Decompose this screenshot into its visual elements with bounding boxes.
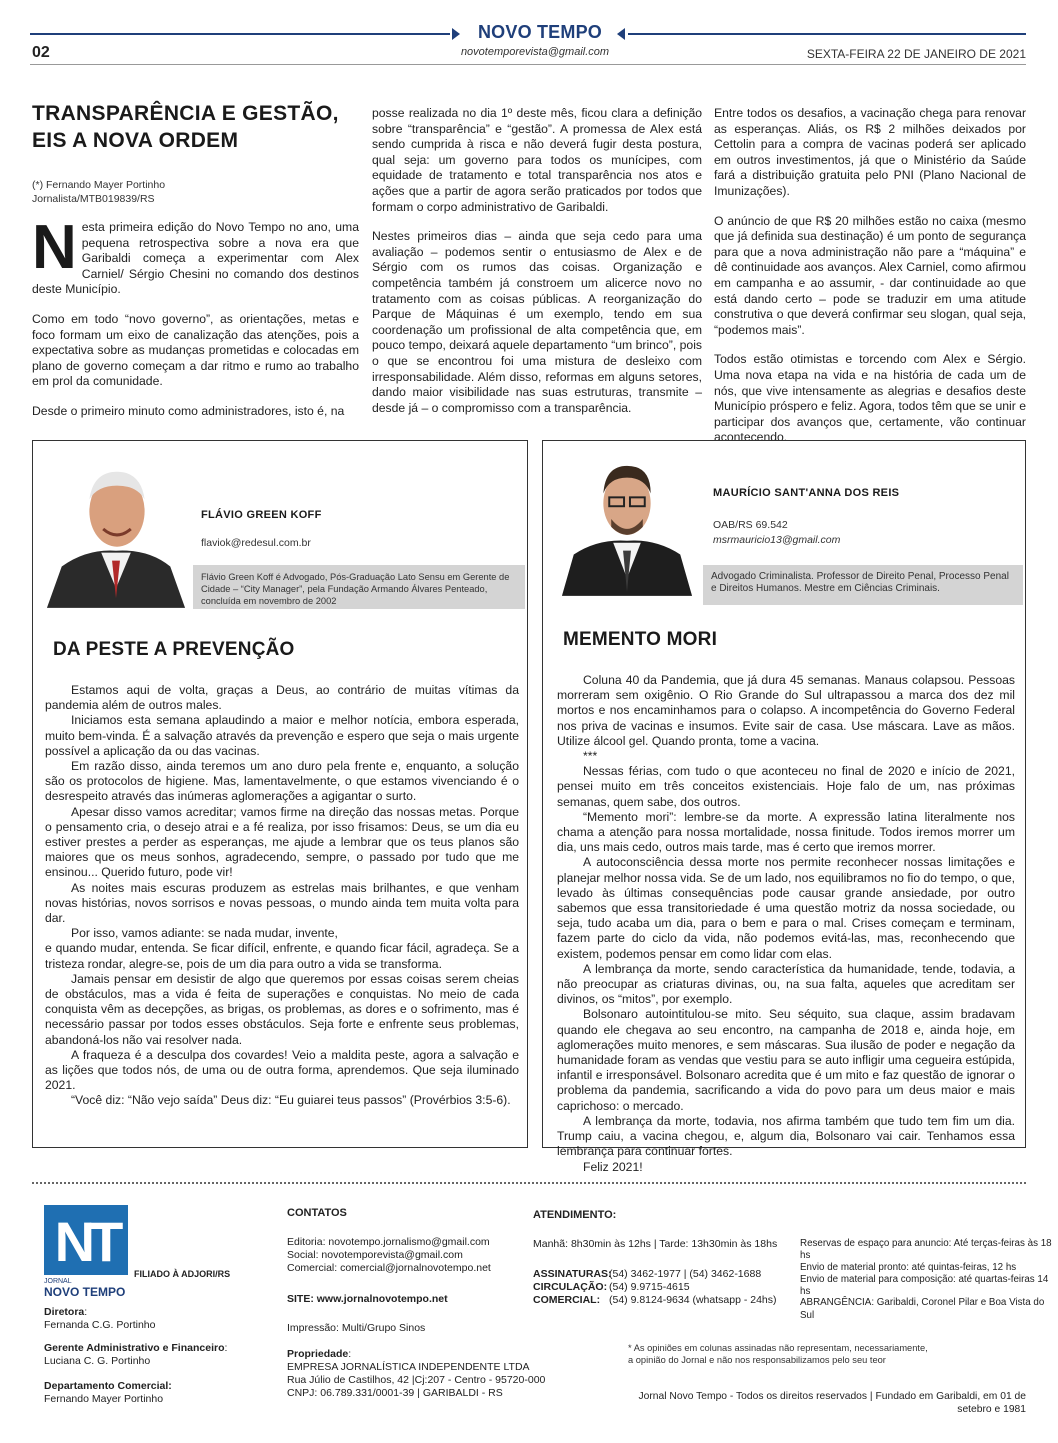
empresa-name: EMPRESA JORNALÍSTICA INDEPENDENTE LTDA	[287, 1361, 530, 1373]
column-paragraph: Apesar disso vamos acreditar; vamos firme na direção das nossas metas. Porque o pensamento cria, o desejo atrai e a fé realiza, por isso frisamos: Deus, se um dia eu estiver prestes a perder as esperanças, me ajude a lembrar que os teus planos são maiores que os meus sonhos, agradecendo, sempre, o passado por tudo que me ensinou... Querido futuro, pode vir!	[45, 804, 519, 880]
comercial-label: Departamento Comercial:	[44, 1380, 172, 1392]
comercial2-phone: (54) 9.8124-9634 (whatsapp - 24hs)	[609, 1294, 777, 1306]
author-name: FLÁVIO GREEN KOFF	[201, 509, 322, 521]
logo-small-text: JORNAL	[44, 1278, 72, 1285]
empresa-address: Rua Júlio de Castilhos, 42 |Cj:207 - Centro - 95720-000	[287, 1374, 546, 1386]
column-paragraph: A autoconsciência dessa morte nos permite reconhecer nossas limitações e planejar melhor nossa vida. Se de um lado, nos equilibramos no fio do tempo, o que, levado às últimas consequências pode causar grande ansiedade, por outro sabemos que essa transitoriedade é uma questão motriz da nossa sociedade, ou seja, tudo acaba um dia, para o bem e para o mal. Crises começam e terminam, fazem parte do ciclo da vida, não podemos evitá-las, mas, reconhecendo que existem, podemos pensar em como lidar com elas.	[557, 855, 1015, 961]
gerente-label: Gerente Administrativo e Financeiro	[44, 1342, 225, 1354]
disclaimer-line-1: * As opiniões em colunas assinadas não representam, necessariamente,	[628, 1343, 928, 1353]
propriedade-block: Propriedade: EMPRESA JORNALÍSTICA INDEPENDENTE LTDA Rua Júlio de Castilhos, 42 |Cj:207 - Centro - 95720-000 CNPJ: 06.789.331/0001-39 | GARIBALDI - RS	[287, 1348, 546, 1399]
byline-credential: Jornalista/MTB019839/RS	[32, 193, 155, 205]
column-box-left	[32, 440, 528, 1148]
header-rule-right	[628, 33, 1026, 35]
article-column-2	[372, 106, 702, 430]
prazos-block	[800, 1238, 1058, 1298]
reservas-deadline: Reservas de espaço para anuncio: Até terças-feiras às 18 hs	[800, 1238, 1052, 1261]
propriedade-label: Propriedade	[287, 1348, 349, 1360]
masthead-brand: NOVO TEMPO	[477, 22, 602, 42]
header-arrow-left	[452, 28, 460, 40]
site-link[interactable]: SITE: www.jornalnovotempo.net	[287, 1293, 448, 1305]
header-arrow-right	[617, 28, 625, 40]
footer-divider	[32, 1182, 1026, 1184]
column-paragraph: A lembrança da morte, todavia, nos afirma também que tudo tem fim um dia. Trump caiu, a vacina chegou, e, algum dia, Bolsonaro vai cair. Tenhamos essa lembrança para continuar fortes.	[557, 1113, 1015, 1159]
gerente-block: Gerente Administrativo e Financeiro: Luciana C. G. Portinho	[44, 1342, 228, 1367]
column-paragraph: A lembrança da morte, sendo característica da humanidade, tende, todavia, a não preocupar as criaturas divinas, ou, na sua falta, aqueles que acreditam ser divinos, os “mitos”, por exemplo.	[557, 961, 1015, 1007]
column-paragraph: e quando mudar, entenda. Se ficar difícil, enfrente, e quando ficar fácil, agradeça. Se a tristeza rondar, alegre-se, pois de um dia para outro a vida se transforma.	[45, 941, 519, 971]
comercial2-label: COMERCIAL:	[533, 1294, 601, 1306]
circulacao-phone: (54) 9.9715-4615	[609, 1281, 690, 1293]
author-email[interactable]: msrmauricio13@gmail.com	[713, 534, 841, 546]
article-byline	[32, 178, 352, 206]
column-paragraph: Jamais pensar em desistir de algo que queremos por essas coisas serem cheias de obstáculos, mas a vida é feita de superações e conquistas. No meio de cada conquista vêm as decepções, as brigas, os problemas, as dores e o sofrimento, mas é necessário passar por todos esses obstáculos. Seja forte e enfrente seus problemas, abandoná-los não vai resolver nada.	[45, 971, 519, 1047]
diretora-name: Fernanda C.G. Portinho	[44, 1319, 156, 1331]
rights-notice: Jornal Novo Tempo - Todos os direitos reservados | Fundado em Garibaldi, em 01 de setebro e 1981	[638, 1391, 1026, 1415]
logo-monogram: NT	[54, 1210, 118, 1273]
issue-date: SEXTA-FEIRA 22 DE JANEIRO DE 2021	[806, 47, 1026, 61]
article-column-1	[32, 213, 359, 434]
atendimento-title: ATENDIMENTO:	[533, 1209, 617, 1221]
assinaturas-label: ASSINATURAS:	[533, 1268, 612, 1280]
author-oab: OAB/RS 69.542	[713, 519, 788, 531]
column-title: DA PESTE A PREVENÇÃO	[53, 639, 295, 660]
column-paragraph: “Memento mori”: lembre-se da morte. A expressão latina literalmente nos chama a atenção para nossa mortalidade, nossa finitude. Todos iremos morrer um dia, uns mais cedo, outros mais tarde, mas é certo que iremos morrer.	[557, 809, 1015, 855]
phones-block	[533, 1268, 777, 1307]
article-paragraph: Como em todo “novo governo”, as orientações, metas e foco formam um eixo de canalização das atenções, pois a expectativa sobre as mudanças prometidas e colocadas em plano de governo começam a dar ritmo e rumo ao trabalho em prol da comunidade.	[32, 311, 359, 389]
column-paragraph: Nessas férias, com tudo o que aconteceu no final de 2020 e início de 2021, pensei muito em três conceitos existenciais. Hoje falo de um, nas próximas semanas, quem sabe, dos outros.	[557, 764, 1015, 809]
diretora-block: Diretora: Fernanda C.G. Portinho	[44, 1306, 156, 1331]
disclaimer-line-2: a opinião do Jornal e não nos responsabilizamos pelo seu teor	[628, 1355, 886, 1365]
column-paragraph: “Você diz: “Não vejo saída” Deus diz: “Eu guiarei teus passos” (Provérbios 3:5-6).	[71, 1093, 511, 1108]
envio-pronto-deadline: Envio de material pronto: até quintas-feiras, 12 hs	[800, 1262, 1017, 1273]
abrangencia: ABRANGÊNCIA: Garibaldi, Coronel Pilar e Boa Vista do Sul	[800, 1297, 1045, 1321]
page-footer	[0, 1170, 1058, 1443]
author-bio: Advogado Criminalista. Professor de Direito Penal, Processo Penal e Direitos Humanos. Mestre em Ciências Criminais.	[703, 565, 1023, 605]
comercial-name: Fernando Mayer Portinho	[44, 1393, 164, 1405]
header-divider	[30, 64, 1026, 65]
column-paragraph: Estamos aqui de volta, graças a Deus, ao contrário de muitas vítimas da pandemia além de outros males.	[45, 683, 519, 713]
column-body	[557, 673, 1015, 1175]
drop-cap: N	[32, 213, 77, 282]
column-body	[45, 683, 519, 1109]
article-title	[32, 100, 352, 154]
envio-composicao-deadline: Envio de material para composição: até quartas-feiras 14 hs	[800, 1274, 1049, 1297]
masthead-email[interactable]: novotemporevista@gmail.com	[460, 46, 610, 58]
article-paragraph: O anúncio de que R$ 20 milhões estão no caixa (mesmo que já definida sua destinação) é um ponto de segurança para que a nova administração não pare a “máquina” e dê continuidade aos avanços. Alex Carniel, como afirmou em campanha e ao assumir, - dar continuidade ao que está dando certo – pode se traduzir em uma atitude construtiva o que deverá confirmar seu slogan, qual seja, “podemos mais”.	[714, 213, 1026, 337]
article-paragraph: Todos estão otimistas e torcendo com Alex e Sérgio. Uma nova etapa na vida e na história de cada um de nós, que vive intensamente as alegrias e desafios deste Município próspero e feliz. Agora, todos têm que se unir e participar dos avanços que, certamente, vão continuar acontecendo.	[714, 352, 1026, 445]
filiado-label: FILIADO À ADJORI/RS	[134, 1269, 231, 1279]
assinaturas-phones: (54) 3462-1977 | (54) 3462-1688	[609, 1268, 762, 1280]
gerente-name: Luciana C. G. Portinho	[44, 1355, 151, 1367]
article-column-3	[714, 106, 1026, 460]
author-email[interactable]: flaviok@redesul.com.br	[201, 537, 311, 549]
article-paragraph: Entre todos os desafios, a vacinação chega para renovar as esperanças. Aliás, os R$ 2 milhões deixados por Cettolin para a compra de vacinas poderá ser aplicado em outros investimentos, já que o Ministério da Saúde fará a distribuição gratuita pelo PNI (Plano Nacional de Imunizações).	[714, 106, 1026, 198]
contatos-title: CONTATOS	[287, 1207, 347, 1219]
diretora-label: Diretora	[44, 1306, 85, 1318]
author-name: MAURÍCIO SANT'ANNA DOS REIS	[713, 487, 900, 499]
column-paragraph: Bolsonaro autointitulou-se mito. Seu séquito, sua claque, assim bradavam quando ele chegava ao seu encontro, na campanha de 2018 e, ainda hoje, em aglomerações muito menores, e sem máscaras. Sua ilusão de poder e negação da humanidade foram as vendas que vestiu para se auto infligir uma cegueira estúpida, infantil e irresponsável. Bolsonaro acredita que é um mito e faz questão de ignorar o problema da pandemia, sacrificando a vida do povo para um deus maior e mais caprichoso: o mercado.	[557, 1007, 1015, 1113]
column-box-right	[542, 440, 1026, 1174]
article-paragraph: Nesta primeira edição do Novo Tempo no ano, uma pequena retrospectiva sobre a nova era que Garibaldi começa a experimentar com Alex Carniel/ Sérgio Chesini no comando dos destinos deste Município.	[32, 213, 359, 297]
column-paragraph: Em razão disso, ainda teremos um ano duro pela frente e, enquanto, a solução são os protocolos de higiene. Mas, lamentavelmente, o que estamos vivenciando é o desrespeito através das inúmeras aglomerações a agigantar o surto.	[45, 759, 519, 804]
column-paragraph: As noites mais escuras produzem as estrelas mais brilhantes, e que venham novas histórias, novos sorrisos e novas pessoas, o mundo ainda tem muita volta para dar.	[45, 880, 519, 926]
article-paragraph: posse realizada no dia 1º deste mês, ficou clara a definição sobre “transparência” e “gestão”. A promessa de Alex está sendo cumprida à risca e não deverá fugir desta postura, qual seja: um governo para todos os munícipes, com equidade de tratamento e total transparência nos atos e ações que a partir de agora serão praticados por todos que formam o corpo administrativo de Garibaldi.	[372, 106, 702, 214]
author-photo-mauricio	[557, 447, 697, 597]
impressao: Impressão: Multi/Grupo Sinos	[287, 1322, 426, 1334]
empresa-cnpj: CNPJ: 06.789.331/0001-39 | GARIBALDI - RS	[287, 1387, 503, 1399]
column-title: MEMENTO MORI	[563, 629, 718, 650]
column-paragraph: Feliz 2021!	[583, 1159, 643, 1174]
comercial-email[interactable]: Comercial: comercial@jornalnovotempo.net	[287, 1262, 491, 1274]
column-paragraph: ***	[583, 749, 598, 764]
title-line-1: TRANSPARÊNCIA E GESTÃO,	[32, 102, 339, 125]
article-paragraph: Nestes primeiros dias – ainda que seja cedo para uma avaliação – podemos sentir o entusiasmo de Alex e de Sérgio com os rumos das coisas. Organização e competência também já constroem um alicerce novo no tratamento com as coisas públicas. A reorganização do Parque de Máquinas é um exemplo, tendo em sua coordenação um profissional de alta competência que, em pouco tempo, deixará aquele departamento “um brinco”, pois o que se encontrou foi uma mistura de desleixo com irresponsabilidade. Além disso, reformas em alguns setores, dando maior visibilidade nas suas estruturas, transmite – desde já – o compromisso com a transparência.	[372, 229, 702, 415]
contatos-list	[287, 1236, 491, 1275]
newspaper-logo	[44, 1205, 128, 1275]
column-paragraph: Por isso, vamos adiante: se nada mudar, invente,	[71, 926, 338, 941]
author-bio: Flávio Green Koff é Advogado, Pós-Graduação Lato Sensu em Gerente de Cidade – “City Manager”, pela Fundação Armando Álvares Penteado, concluída em novembro de 2002	[193, 565, 525, 609]
comercial-block	[44, 1380, 172, 1406]
article-paragraph: Desde o primeiro minuto como administradores, isto é, na	[32, 403, 345, 418]
circulacao-label: CIRCULAÇÃO:	[533, 1281, 608, 1293]
social-email[interactable]: Social: novotemporevista@gmail.com	[287, 1249, 463, 1261]
title-line-2: EIS A NOVA ORDEM	[32, 129, 239, 152]
column-paragraph: Iniciamos esta semana aplaudindo a maior e melhor notícia, embora esperada, muito bem-vinda. É a salvação através da prevenção e espero que seja o mais urgente possível a aplicação da ou das vacinas.	[45, 713, 519, 758]
main-article	[32, 100, 1026, 445]
author-photo-flavio	[41, 449, 191, 609]
page-number: 02	[32, 44, 50, 61]
editoria-email[interactable]: Editoria: novotempo.jornalismo@gmail.com	[287, 1236, 490, 1248]
byline-author: (*) Fernando Mayer Portinho	[32, 179, 166, 191]
horario: Manhã: 8h30min às 12hs | Tarde: 13h30min às 18hs	[533, 1238, 778, 1250]
logo-name: NOVO TEMPO	[44, 1285, 126, 1299]
page-header	[0, 0, 1058, 70]
header-rule-left	[30, 33, 450, 35]
column-paragraph: A fraqueza é a desculpa dos covardes! Veio a maldita peste, agora a salvação e as lições que todos nós, de uma ou de outra forma, aprendemos. Que seja iluminado 2021.	[45, 1047, 519, 1093]
disclaimer	[628, 1342, 928, 1366]
column-paragraph: Coluna 40 da Pandemia, que já dura 45 semanas. Manaus colapsou. Pessoas morreram sem oxigênio. O Rio Grande do Sul ultrapassou a marca dos dez mil mortos e nos encaminhamos para o colapso. A incompetência do Governo Federal nos priva de vacinas e insumos. Evite sair de casa. Use máscara. Lave as mãos. Utilize álcool gel. Quando pronta, tome a vacina.	[557, 673, 1015, 748]
